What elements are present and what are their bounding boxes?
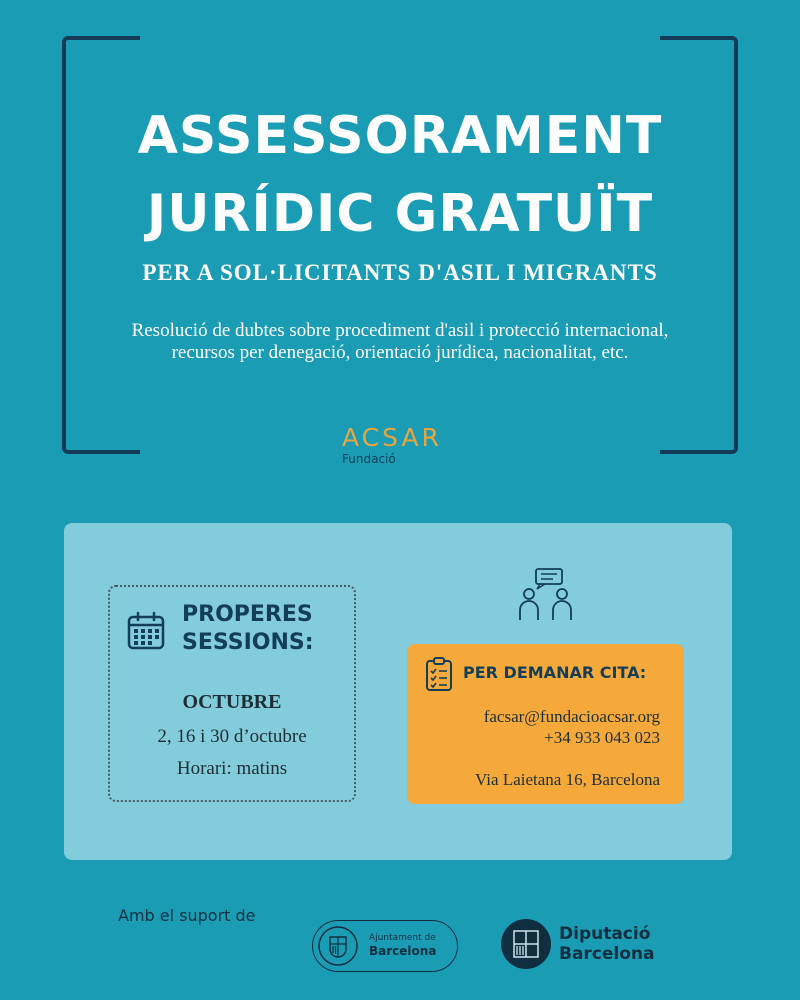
session-month: OCTUBRE: [182, 691, 282, 713]
session-schedule: Horari: matins: [176, 758, 288, 779]
address: Via Laietana 16, Barcelona: [475, 770, 660, 789]
title-line-1: ASSESSORAMENT: [137, 106, 663, 166]
people-chat-icon: [518, 568, 574, 622]
logo-sub: Fundació: [342, 452, 396, 466]
ajuntament-line-2: Barcelona: [369, 944, 437, 958]
frame-bracket-right: [660, 36, 738, 454]
description: Resolució de dubtes sobre procediment d'asil i protecció internacional, recursos per denegació, orientació jurídica, nacionalitat, etc.: [131, 320, 669, 363]
sessions-title-line-2: SESSIONS:: [182, 630, 314, 655]
sessions-details: [110, 691, 354, 780]
diputacio-line-1: Diputació: [559, 924, 651, 944]
diputacio-line-2: Barcelona: [559, 944, 655, 964]
appointment-box: [407, 644, 684, 804]
diputacio-seal-icon: [500, 918, 552, 970]
ajuntament-seal-icon: [317, 925, 359, 967]
ajuntament-barcelona-logo: [312, 920, 458, 972]
frame-bracket-left: [62, 36, 140, 454]
sessions-title: [182, 601, 314, 657]
ajuntament-line-1: Ajuntament de: [369, 933, 436, 943]
appointment-contact: [484, 706, 660, 748]
phone-link[interactable]: +34 933 043 023: [544, 728, 660, 747]
diputacio-barcelona-logo: [500, 918, 670, 970]
sessions-box: [108, 585, 356, 802]
subtitle: PER A SOL·LICITANTS D'ASIL I MIGRANTS: [142, 260, 658, 285]
sessions-title-line-1: PROPERES: [182, 602, 313, 627]
clipboard-checklist-icon: [425, 656, 453, 692]
support-text: Amb el suport de: [118, 906, 256, 925]
appointment-title: PER DEMANAR CITA:: [463, 663, 647, 682]
logo-name: ACSAR: [342, 423, 442, 452]
title-line-2: JURÍDIC GRATUÏT: [146, 184, 654, 244]
email-link[interactable]: facsar@fundacioacsar.org: [483, 707, 660, 726]
calendar-icon: [126, 611, 166, 651]
acsar-logo: [342, 425, 472, 466]
ajuntament-text: [369, 932, 436, 958]
session-dates: 2, 16 i 30 d’octubre: [157, 726, 307, 747]
diputacio-text: [559, 924, 655, 964]
